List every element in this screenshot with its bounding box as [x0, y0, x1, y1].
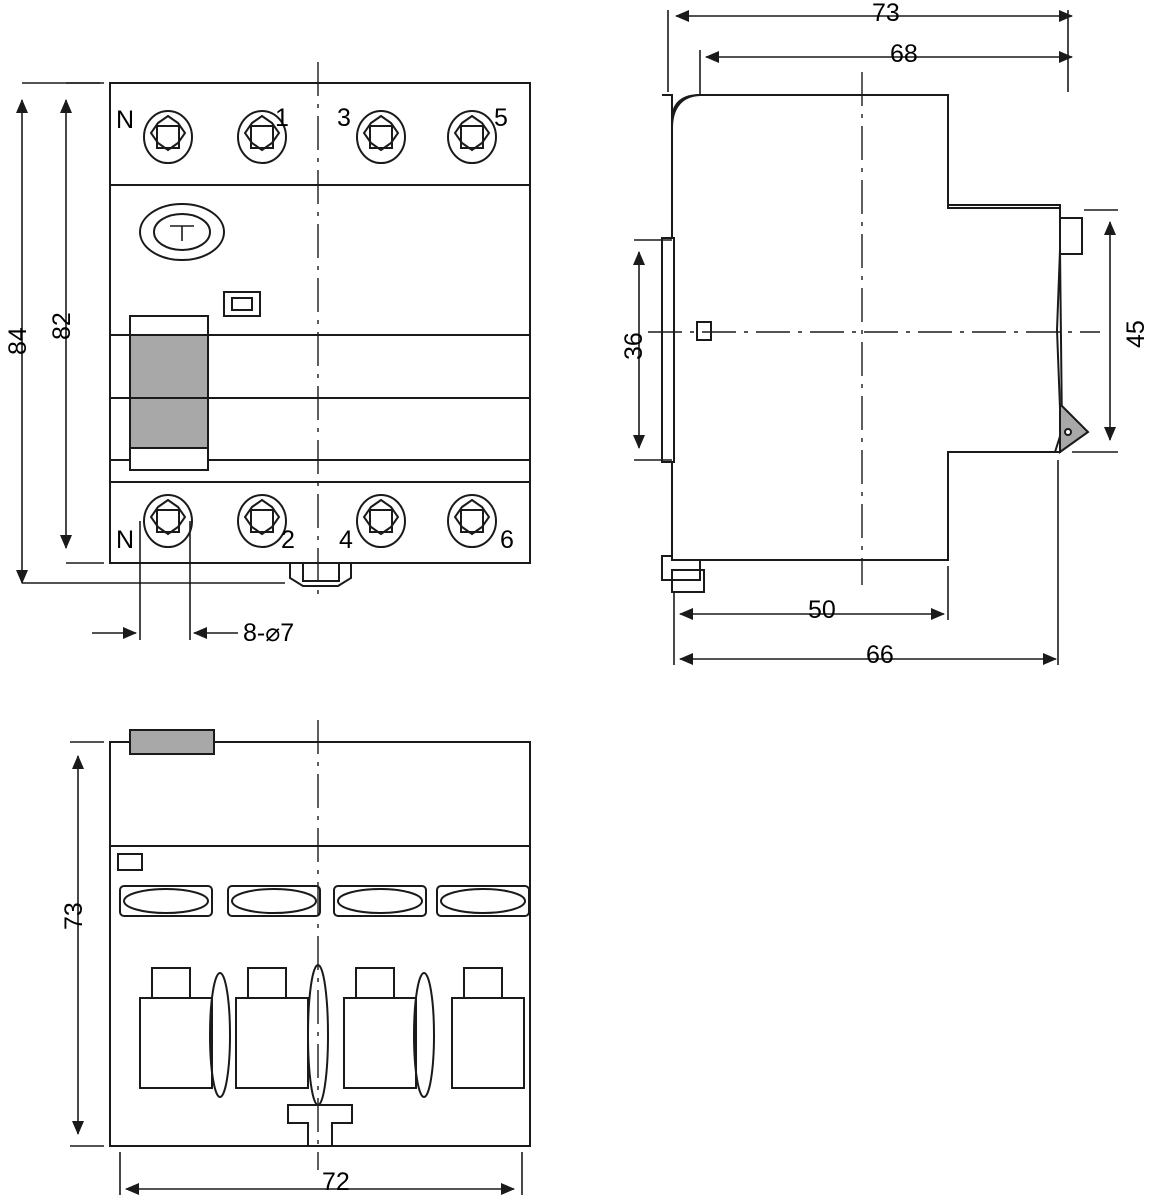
dim-front-82: 82 [48, 312, 76, 340]
front-terminal-label-n-top: N [116, 106, 135, 134]
front-terminal-label-1: 1 [275, 104, 289, 132]
dim-side-45: 45 [1122, 320, 1150, 348]
dim-side-50: 50 [808, 596, 836, 624]
dim-side-68: 68 [890, 40, 918, 68]
dim-side-73: 73 [872, 0, 900, 27]
dim-front-84: 84 [4, 327, 32, 355]
front-terminal-label-4: 4 [339, 526, 353, 554]
front-terminal-label-3: 3 [337, 104, 351, 132]
dim-side-36: 36 [620, 332, 648, 360]
front-terminal-label-2: 2 [281, 526, 295, 554]
front-terminal-label-5: 5 [494, 104, 508, 132]
dim-top-72: 72 [322, 1168, 350, 1196]
front-terminal-label-6: 6 [500, 526, 514, 554]
dim-top-73: 73 [60, 902, 88, 930]
dim-front-hole-spec: 8-⌀7 [243, 619, 295, 647]
dim-side-66: 66 [866, 641, 894, 669]
front-terminal-label-n-bottom: N [116, 526, 135, 554]
